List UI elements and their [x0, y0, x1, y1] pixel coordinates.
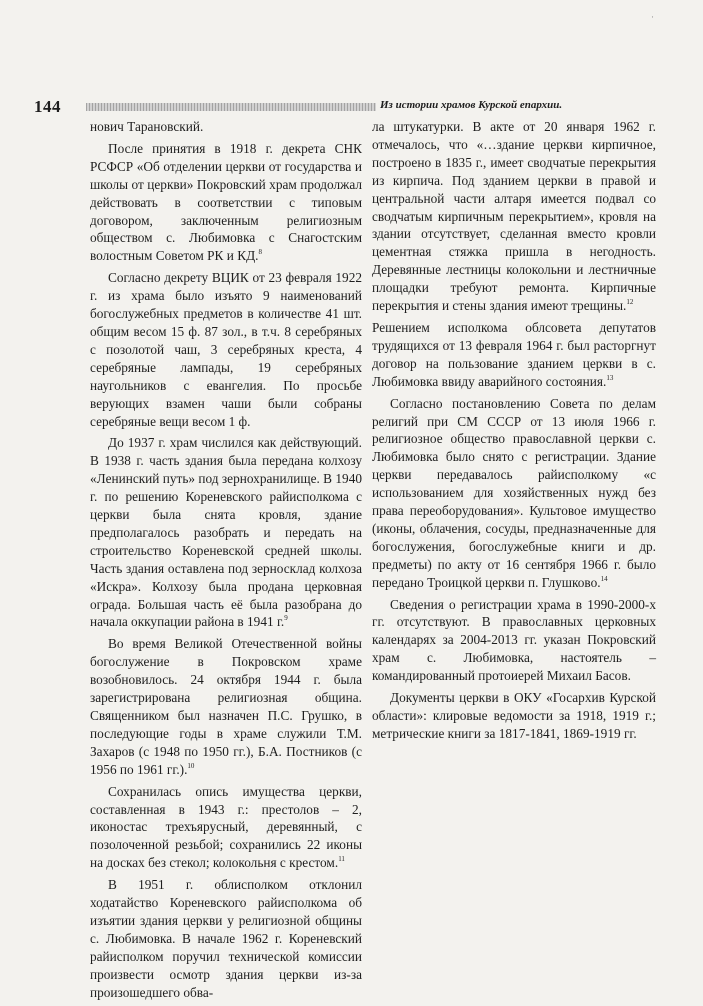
scan-mark: ·: [651, 12, 654, 22]
running-title: Из истории храмов Курской епархии.: [380, 99, 563, 111]
paragraph: Документы церкви в ОКУ «Госархив Курской области»: клировые ведомости за 1918, 1919 г.; метрические книги за 1817-1841, 1869-1919 гг.: [372, 690, 656, 741]
footnote-ref: 8: [258, 248, 262, 257]
paragraph: Во время Великой Отечественной войны богослужение в Покровском храме возобновилось. 24 октября 1944 г. была зарегистрирована религиозная община. Священником был назначен П.С. Грушко, в последующие годы в храме служили Т.М. Захаров (с 1948 по 1950 гг.), Б.А. Постников (с 1956 по 1961 гг.).$^{10}$: [90, 636, 362, 777]
paragraph: нович Тарановский.: [90, 119, 204, 134]
footnote-ref: 10: [187, 761, 195, 770]
header-rule: [86, 103, 376, 111]
footnote-ref: 11: [338, 855, 345, 864]
paragraph: После принятия в 1918 г. декрета СНК РСФСР «Об отделении церкви от государства и школы от церкви» Покровский храм продолжал действовать в соответствии с типовым договором, заключенным религиозным обществом с. Любимовка с Снагостским волостным Советом РК и КД.$^8$: [90, 140, 362, 264]
paragraph: Согласно декрету ВЦИК от 23 февраля 1922 г. из храма было изъято 9 наименований богослужебных предметов в количестве 41 шт. общим весом 15 ф. 87 зол., в т.ч. 8 серебряных с позолотой чаш, 3 серебряных креста, 4 серебряные лампады, 19 серебряных наугольников с евангелия. По просьбе верующих взамен чаши были собраны серебряные вещи весом 1 ф.: [90, 270, 362, 429]
footnote-ref: 12: [626, 298, 634, 307]
paragraph: Сохранилась опись имущества церкви, составленная в 1943 г.: престолов – 2, иконостас трехъярусный, деревянный, с позолоченной резьбой; сохранились 22 иконы на досках без стекол; колокольня с крестом.$^{11}$: [90, 783, 362, 871]
footnote-ref: 14: [600, 574, 608, 583]
paragraph: Решением исполкома облсовета депутатов трудящихся от 13 февраля 1964 г. был расторгнут договор на пользование зданием церкви в с. Любимовка ввиду аварийного состояния.$^{13}$: [372, 319, 656, 389]
paragraph: ла штукатурки. В акте от 20 января 1962 г. отмечалось, что «…здание церкви кирпичное, построено в 1835 г., имеет сводчатые перекрытия из кирпича. Под зданием церкви в правой и центральной части алтаря имеется подвал со сводчатым кирпичным перекрытием», кровля на здании отсутствует, сделанная вместо кровли цементная стяжка пришла в негодность. Деревянные лестницы колокольни и лестничные площадки требуют ремонта. Кирпичные перекрытия и стены здания имеют трещины.$^{12}$: [372, 119, 656, 314]
paragraph: Согласно постановлению Совета по делам религий при СМ СССР от 13 июля 1966 г. религиозное общество православной церкви с. Любимовка было снято с регистрации. Здание церкви передавалось райисполкому «с использованием для хозяйственных нужд без права переоборудования». Культовое имущество (иконы, облачения, сосуды, предназначенные для богослужения, богослужебные книги и др. предметы) по акту от 16 сентября 1966 г. было передано Троицкой церкви п. Глушково.$^{14}$: [372, 395, 656, 590]
footnote-ref: 13: [606, 373, 614, 382]
right-column: [372, 118, 656, 747]
page-number: 144: [34, 97, 61, 116]
footnote-ref: 9: [284, 614, 288, 623]
left-column: [90, 118, 362, 1006]
paragraph: Сведения о регистрации храма в 1990-2000-х гг. отсутствуют. В православных церковных календарях за 2004-2013 гг. указан Покровский храм с. Любимовка, настоятель – командированный протоиерей Михаил Басов.: [372, 596, 656, 684]
paragraph: До 1937 г. храм числился как действующий. В 1938 г. часть здания была передана колхозу «Ленинский путь» под зернохранилище. В 1940 г. по решению Кореневского райисполкома с церкви была снята кровля, здание предполагалось разобрать и передать на строительство Кореневской средней школы. Часть здания оставлена под зерносклад колхоза «Искра». Колхозу была продана церковная ограда. Большая часть её была разобрана до начала оккупации района в 1941 г.$^9$: [90, 435, 362, 630]
paragraph: В 1951 г. облисполком отклонил ходатайство Кореневского райисполкома об изъятии здания церкви у религиозной общины с. Любимовка. В начале 1962 г. Кореневский райисполком поручил технической комиссии произвести осмотр здания церкви из-за произошедшего обва-: [90, 877, 362, 1000]
